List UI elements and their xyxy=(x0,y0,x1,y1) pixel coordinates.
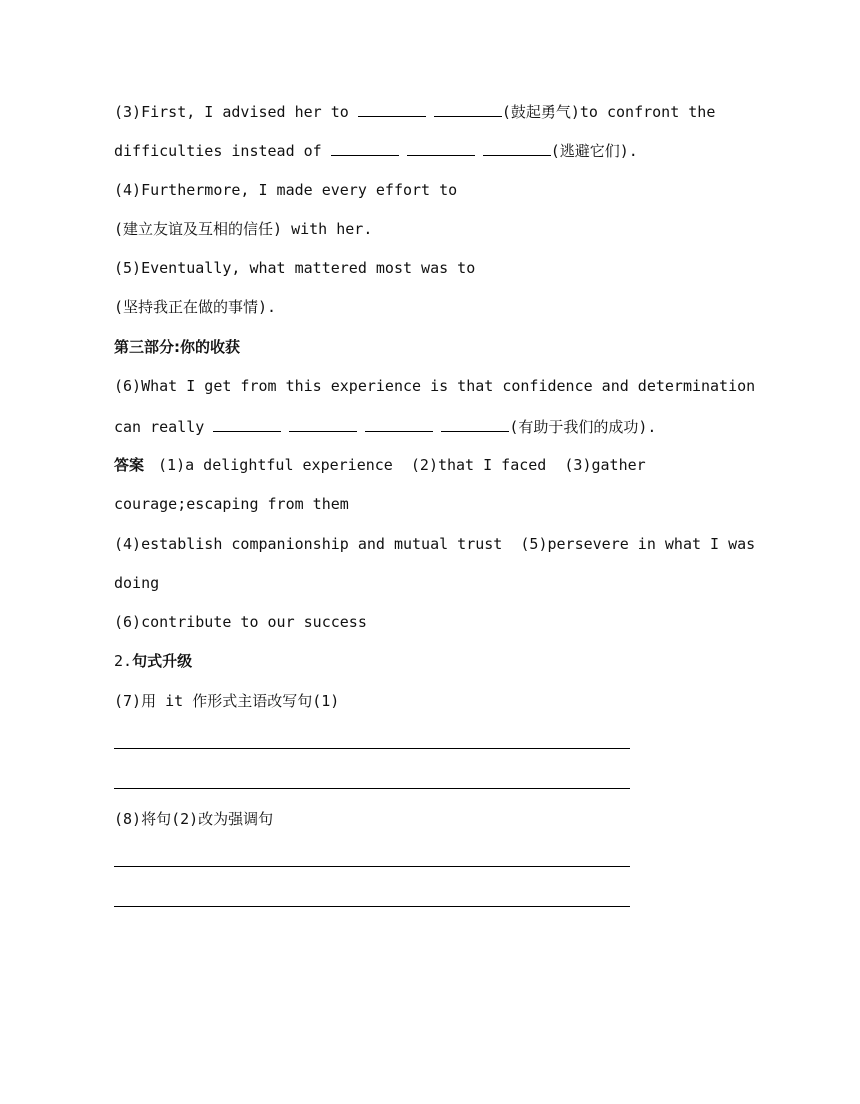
answers-label: 答案 xyxy=(114,456,145,474)
question-7: (7)用 it 作形式主语改写句(1) xyxy=(114,692,340,710)
answers-line-3: (4)establish companionship and mutual trust (5)persevere in what I was xyxy=(114,535,756,553)
item-3-text: (3)First, I advised her to xyxy=(114,103,358,121)
blank-3a[interactable] xyxy=(358,101,426,117)
section-2-number: 2. xyxy=(114,652,133,670)
blank-3b[interactable] xyxy=(434,101,502,117)
item-5-line-2: (坚持我正在做的事情). xyxy=(114,298,277,316)
item-5-line-1: (5)Eventually, what mattered most was to xyxy=(114,259,476,277)
blank-6a[interactable] xyxy=(213,416,281,432)
item-3-text-2: difficulties instead of xyxy=(114,142,331,160)
answer-line-8a[interactable] xyxy=(114,866,630,867)
blank-3d[interactable] xyxy=(407,140,475,156)
item-3-line-1 xyxy=(114,101,715,122)
item-6-line-1: (6)What I get from this experience is that confidence and determination xyxy=(114,377,756,395)
item-3-line-2 xyxy=(114,140,638,161)
answers-line-4: doing xyxy=(114,574,160,592)
item-4-line-1: (4)Furthermore, I made every effort to xyxy=(114,181,458,199)
answer-line-8b[interactable] xyxy=(114,906,630,907)
answer-line-7b[interactable] xyxy=(114,788,630,789)
question-8: (8)将句(2)改为强调句 xyxy=(114,810,274,828)
blank-3c[interactable] xyxy=(331,140,399,156)
part-3-heading: 第三部分:你的收获 xyxy=(114,338,240,356)
item-3-hint: (鼓起勇气)to confront the xyxy=(501,103,716,121)
item-6-text: can really xyxy=(114,418,214,436)
answers-line-1 xyxy=(114,455,646,475)
answers-line-5: (6)contribute to our success xyxy=(114,613,367,631)
item-6-hint: (有助于我们的成功). xyxy=(509,418,657,436)
blank-3e[interactable] xyxy=(483,140,551,156)
answers-line-2: courage;escaping from them xyxy=(114,495,349,513)
blank-6b[interactable] xyxy=(289,416,357,432)
section-2-title: 句式升级 xyxy=(132,652,193,670)
section-2-heading xyxy=(114,651,192,671)
answers-text-1: (1)a delightful experience (2)that I faced (3)gather xyxy=(158,456,646,474)
blank-6c[interactable] xyxy=(365,416,433,432)
item-6-line-2 xyxy=(114,416,656,437)
item-3-hint-2: (逃避它们). xyxy=(550,142,638,160)
blank-6d[interactable] xyxy=(441,416,509,432)
answer-line-7a[interactable] xyxy=(114,748,630,749)
item-4-line-2: (建立友谊及互相的信任) with her. xyxy=(114,220,373,238)
